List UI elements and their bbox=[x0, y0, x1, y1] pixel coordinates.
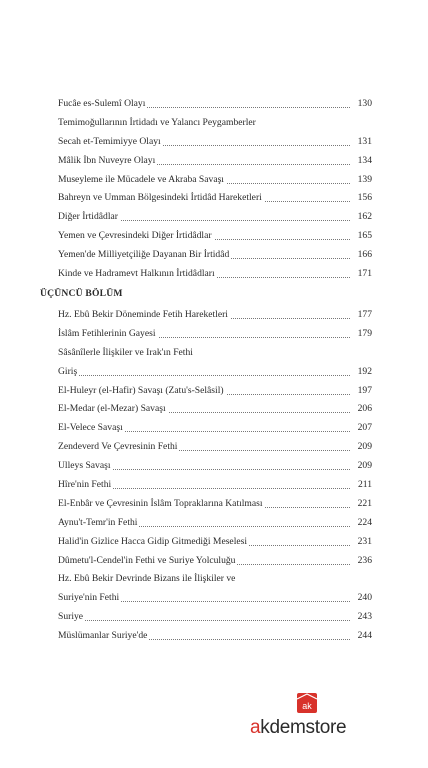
toc-entry-title: Museyleme ile Mücadele ve Akraba Savaşı bbox=[58, 171, 226, 190]
toc-page-number: 131 bbox=[350, 133, 372, 152]
toc-page-number: 244 bbox=[350, 627, 372, 646]
logo-mark-icon bbox=[296, 692, 318, 714]
toc-entry bbox=[58, 306, 372, 325]
toc-page-number: 231 bbox=[350, 533, 372, 552]
toc-entry-title: Hîre'nin Fethi bbox=[58, 476, 113, 495]
toc-page-number: 130 bbox=[350, 95, 372, 114]
toc-entry-title: Bahreyn ve Umman Bölgesindeki İrtidâd Hareketleri bbox=[58, 189, 264, 208]
toc-entry bbox=[58, 95, 372, 114]
toc-page-number: 206 bbox=[350, 400, 372, 419]
toc-entry bbox=[58, 419, 372, 438]
toc-entry-title: El-Medar (el-Mezar) Savaşı bbox=[58, 400, 168, 419]
toc-entry bbox=[58, 189, 372, 208]
toc-page-number: 197 bbox=[350, 382, 372, 401]
toc-page-number: 209 bbox=[350, 457, 372, 476]
toc-entry-title: Mâlik İbn Nuveyre Olayı bbox=[58, 152, 157, 171]
toc-page-number: 166 bbox=[350, 246, 372, 265]
toc-entry bbox=[58, 533, 372, 552]
toc-entry bbox=[58, 171, 372, 190]
toc-entry bbox=[58, 514, 372, 533]
toc-entry-title: Diğer İrtidâdlar bbox=[58, 208, 120, 227]
toc-entry-title: Yemen'de Milliyetçiliğe Dayanan Bir İrtidâd bbox=[58, 246, 231, 265]
toc-entry bbox=[58, 476, 372, 495]
toc-leader-dots bbox=[58, 375, 350, 376]
toc-entry-title: Sâsânîlerle İlişkiler ve Irak'ın Fethi bbox=[58, 344, 195, 363]
toc-entry bbox=[58, 570, 372, 589]
toc-page-number: 221 bbox=[350, 495, 372, 514]
toc-entry-title: El-Enbâr ve Çevresinin İslâm Topraklarına Katılması bbox=[58, 495, 265, 514]
toc-entry-title: Temimoğullarının İrtidadı ve Yalancı Peygamberler bbox=[58, 114, 258, 133]
toc-entry-title: Dûmetu'l-Cendel'in Fethi ve Suriye Yolculuğu bbox=[58, 552, 237, 571]
toc-entry-title: Müslümanlar Suriye'de bbox=[58, 627, 149, 646]
toc-page-number: 171 bbox=[350, 265, 372, 284]
toc-entry bbox=[58, 265, 372, 284]
toc-page-number: 165 bbox=[350, 227, 372, 246]
logo-rest: kdemstore bbox=[260, 717, 347, 738]
toc-entry bbox=[58, 589, 372, 608]
toc-entry-title: Giriş bbox=[58, 363, 79, 382]
toc-entry-title: Aynu't-Temr'in Fethi bbox=[58, 514, 139, 533]
toc-entry bbox=[58, 382, 372, 401]
toc-entry bbox=[58, 438, 372, 457]
toc-page-number: 156 bbox=[350, 189, 372, 208]
logo-wordmark bbox=[250, 717, 346, 739]
toc-entry bbox=[58, 246, 372, 265]
logo-prefix: a bbox=[250, 717, 261, 738]
toc-entry bbox=[58, 133, 372, 152]
toc-entry bbox=[58, 208, 372, 227]
toc-entry bbox=[58, 552, 372, 571]
toc-entry-title: Hz. Ebû Bekir Döneminde Fetih Hareketleri bbox=[58, 306, 230, 325]
toc-page-number: 207 bbox=[350, 419, 372, 438]
toc-entry-title: Ulleys Savaşı bbox=[58, 457, 113, 476]
toc-entry-title: Hz. Ebû Bekir Devrinde Bizans ile İlişkiler ve bbox=[58, 570, 237, 589]
toc-page-number: 192 bbox=[350, 363, 372, 382]
logo-mark-letters: ak bbox=[302, 701, 312, 711]
toc-entry-title: Halid'in Gizlice Hacca Gidip Gitmediği Meselesi bbox=[58, 533, 249, 552]
toc-entry-title: El-Huleyr (el-Hafir) Savaşı (Zatu's-Selâsil) bbox=[58, 382, 226, 401]
toc-entry-title: Suriye'nin Fethi bbox=[58, 589, 121, 608]
toc-entry bbox=[58, 608, 372, 627]
section-heading: ÜÇÜNCÜ BÖLÜM bbox=[40, 288, 123, 299]
toc-page-number: 211 bbox=[350, 476, 372, 495]
toc-leader-dots bbox=[58, 620, 350, 621]
toc-page-number: 162 bbox=[350, 208, 372, 227]
toc-entry bbox=[58, 627, 372, 646]
toc-page-number: 236 bbox=[350, 552, 372, 571]
toc-page-number: 179 bbox=[350, 325, 372, 344]
toc-entry-title: Fucâe es-Sulemî Olayı bbox=[58, 95, 147, 114]
toc-entry bbox=[58, 325, 372, 344]
toc-entry bbox=[58, 152, 372, 171]
toc-entry-title: Secah et-Temimiyye Olayı bbox=[58, 133, 163, 152]
toc-entry-title: Yemen ve Çevresindeki Diğer İrtidâdlar bbox=[58, 227, 214, 246]
toc-entry-title: İslâm Fetihlerinin Gayesi bbox=[58, 325, 158, 344]
toc-page-number: 134 bbox=[350, 152, 372, 171]
toc-entry-title: Kinde ve Hadramevt Halkının İrtidâdları bbox=[58, 265, 217, 284]
toc-entry bbox=[58, 363, 372, 382]
toc-page-number: 240 bbox=[350, 589, 372, 608]
toc-entry-title: El-Velece Savaşı bbox=[58, 419, 125, 438]
toc-entry bbox=[58, 495, 372, 514]
toc-list-top bbox=[58, 95, 372, 284]
toc-page-number: 243 bbox=[350, 608, 372, 627]
toc-page-number: 209 bbox=[350, 438, 372, 457]
toc-page-number: 177 bbox=[350, 306, 372, 325]
toc-entry bbox=[58, 400, 372, 419]
toc-entry-title: Suriye bbox=[58, 608, 85, 627]
toc-page-number: 139 bbox=[350, 171, 372, 190]
toc-entry bbox=[58, 344, 372, 363]
toc-list-bottom bbox=[58, 306, 372, 646]
toc-entry-title: Zendeverd Ve Çevresinin Fethi bbox=[58, 438, 179, 457]
toc-page-number: 224 bbox=[350, 514, 372, 533]
toc-entry bbox=[58, 457, 372, 476]
toc-entry bbox=[58, 227, 372, 246]
toc-entry bbox=[58, 114, 372, 133]
akdemstore-logo bbox=[250, 692, 380, 746]
